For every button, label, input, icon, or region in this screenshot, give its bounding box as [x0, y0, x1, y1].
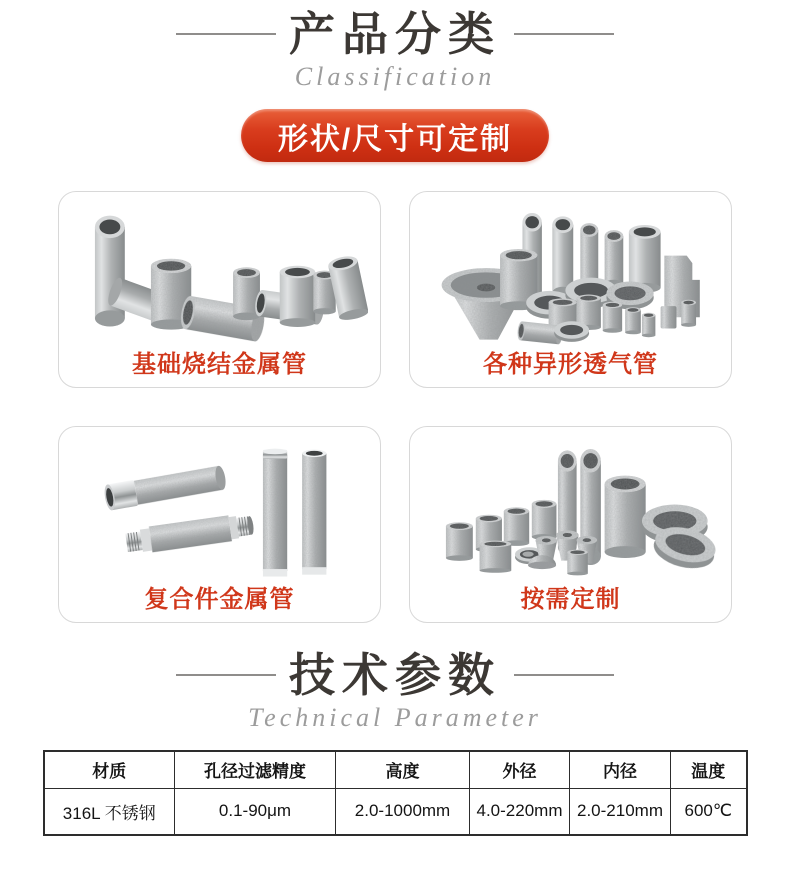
- customize-banner-label: 形状/尺寸可定制: [277, 122, 513, 156]
- parameter-table: [43, 750, 748, 836]
- param-header-inner-diameter: 内径: [570, 751, 671, 788]
- title-line-left: [176, 33, 276, 35]
- parameter-table-header-row: [44, 751, 747, 788]
- param-header-height: 高度: [336, 751, 470, 788]
- param-value-pore-precision: 0.1-90μm: [175, 788, 336, 835]
- param-header-pore-precision: 孔径过滤精度: [175, 751, 336, 788]
- classification-header: [0, 8, 790, 93]
- classification-subtitle: Classification: [294, 62, 496, 91]
- title-line-right: [514, 674, 614, 676]
- classification-title-row: [0, 8, 790, 60]
- param-value-inner-diameter: 2.0-210mm: [570, 788, 671, 835]
- shaped-breathable-tubes-photo: [423, 198, 719, 349]
- product-caption-composite: 复合件金属管: [144, 586, 295, 613]
- product-card-composite: [58, 426, 381, 623]
- title-line-right: [514, 33, 614, 35]
- param-header-material: 材质: [44, 751, 175, 788]
- title-line-left: [176, 674, 276, 676]
- product-card-basic-sintered: [58, 191, 381, 388]
- param-header-temperature: 温度: [671, 751, 747, 788]
- param-value-material: 316L 不锈钢: [44, 788, 175, 835]
- product-card-custom: [409, 426, 732, 623]
- composite-metal-tubes-photo: [72, 433, 368, 584]
- product-caption-basic-sintered: 基础烧结金属管: [132, 351, 307, 378]
- classification-title: 产品分类: [289, 8, 501, 60]
- product-caption-custom: 按需定制: [520, 586, 621, 613]
- param-header-outer-diameter: 外径: [470, 751, 570, 788]
- custom-on-demand-photo: [423, 433, 719, 584]
- param-value-temperature: 600℃: [671, 788, 747, 835]
- param-value-outer-diameter: 4.0-220mm: [470, 788, 570, 835]
- parameters-subtitle: Technical Parameter: [248, 703, 542, 732]
- product-grid: [58, 191, 732, 623]
- basic-sintered-metal-tubes-photo: [72, 198, 368, 349]
- param-value-height: 2.0-1000mm: [336, 788, 470, 835]
- parameters-title-row: [0, 649, 790, 701]
- parameter-table-value-row: [44, 788, 747, 835]
- product-caption-shaped-breathable: 各种异形透气管: [483, 351, 658, 378]
- product-card-shaped-breathable: [409, 191, 732, 388]
- customize-banner: [241, 109, 549, 162]
- parameters-header: [0, 649, 790, 734]
- parameters-title: 技术参数: [289, 649, 501, 701]
